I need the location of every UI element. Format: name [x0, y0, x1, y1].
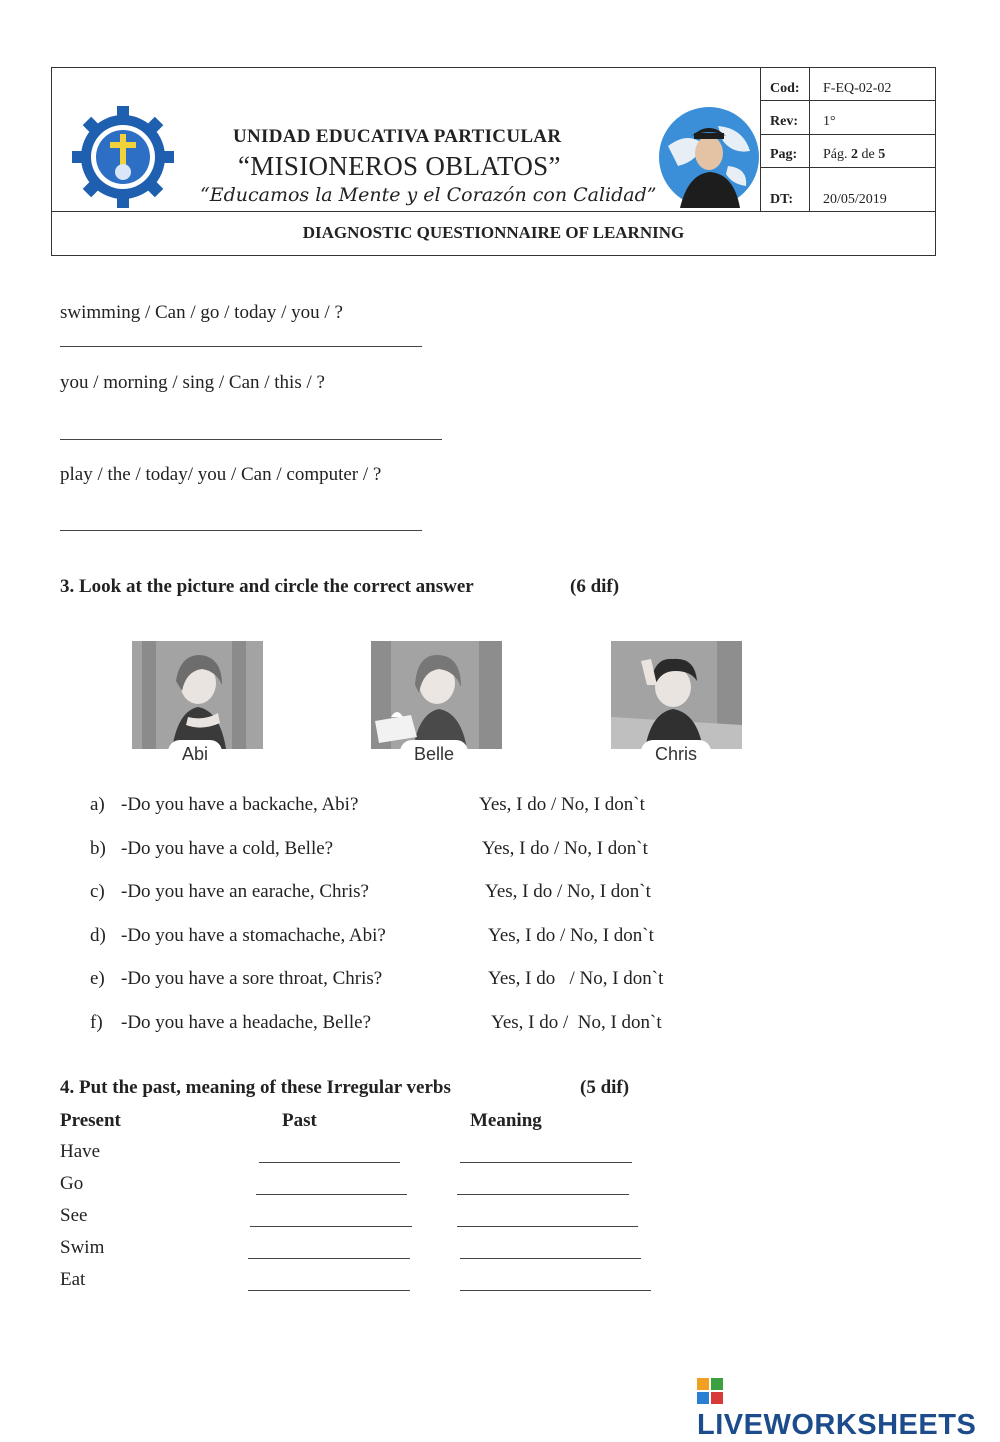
- meaning-line-eat[interactable]: [460, 1290, 651, 1291]
- picture-belle: [371, 641, 502, 749]
- verb-go: Go: [60, 1173, 84, 1194]
- picture-label-belle: Belle: [400, 740, 468, 766]
- meaning-line-have[interactable]: [460, 1162, 632, 1163]
- rev-value: 1°: [823, 114, 836, 129]
- question-d-label: d): [90, 925, 106, 946]
- founder-portrait: [658, 106, 760, 208]
- question-b-label: b): [90, 838, 106, 859]
- picture-label-chris: Chris: [641, 740, 711, 766]
- column-header-present: Present: [60, 1110, 121, 1131]
- answer-line-2[interactable]: [60, 439, 442, 440]
- meta-row-line-3: [760, 167, 936, 168]
- question-b-answer-options[interactable]: Yes, I do / No, I don`t: [482, 838, 648, 859]
- verb-have: Have: [60, 1141, 101, 1162]
- question-c-answer-options[interactable]: Yes, I do / No, I don`t: [485, 881, 651, 902]
- meta-divider-mid: [809, 68, 810, 211]
- pag-value: [823, 147, 885, 163]
- verb-eat: Eat: [60, 1269, 86, 1290]
- meta-divider-left: [760, 68, 761, 211]
- verb-see: See: [60, 1205, 88, 1226]
- question-a-label: a): [90, 794, 105, 815]
- question-c-text: -Do you have an earache, Chris?: [121, 881, 369, 902]
- column-header-past: Past: [282, 1110, 317, 1131]
- liveworksheets-logo[interactable]: [697, 1376, 1000, 1442]
- question-c-label: c): [90, 881, 105, 902]
- column-header-meaning: Meaning: [470, 1110, 542, 1131]
- question-f-text: -Do you have a headache, Belle?: [121, 1012, 372, 1033]
- question-e-answer-options[interactable]: Yes, I do / No, I don`t: [488, 968, 664, 989]
- pag-label: Pag:: [770, 147, 798, 162]
- scrambled-sentence-3: play / the / today/ you / Can / computer / ?: [60, 464, 382, 485]
- question-e-text: -Do you have a sore throat, Chris?: [121, 968, 383, 989]
- section-4-title: 4. Put the past, meaning of these Irregular verbs: [60, 1077, 451, 1098]
- past-line-eat[interactable]: [248, 1290, 410, 1291]
- pag-total: 5: [878, 147, 886, 162]
- globe-portrait-icon: [658, 106, 760, 208]
- question-b-text: -Do you have a cold, Belle?: [121, 838, 334, 859]
- liveworksheets-brand-text: LIVEWORKSHEETS: [697, 1409, 977, 1441]
- girl-backache-icon: [132, 641, 263, 749]
- liveworksheets-mark-icon: [697, 1378, 723, 1404]
- gear-emblem-icon: [72, 106, 174, 208]
- cod-label: Cod:: [770, 81, 800, 96]
- boy-earache-icon: [611, 641, 742, 749]
- picture-label-abi: Abi: [168, 740, 222, 766]
- question-a-text: -Do you have a backache, Abi?: [121, 794, 359, 815]
- meta-row-line-1: [760, 100, 936, 101]
- question-d-answer-options[interactable]: Yes, I do / No, I don`t: [488, 925, 654, 946]
- scrambled-sentence-1: swimming / Can / go / today / you / ?: [60, 302, 343, 323]
- picture-abi: [132, 641, 263, 749]
- question-e-label: e): [90, 968, 105, 989]
- pag-current: 2: [851, 147, 858, 162]
- cod-value: F-EQ-02-02: [823, 81, 892, 96]
- school-name: UNIDAD EDUCATIVA PARTICULAR: [233, 126, 562, 147]
- past-line-go[interactable]: [256, 1194, 407, 1195]
- past-line-swim[interactable]: [248, 1258, 410, 1259]
- verb-swim: Swim: [60, 1237, 105, 1258]
- pag-of: de: [861, 147, 875, 162]
- dt-label: DT:: [770, 192, 794, 207]
- girl-cold-icon: [371, 641, 502, 749]
- question-a-answer-options[interactable]: Yes, I do / No, I don`t: [479, 794, 645, 815]
- meaning-line-swim[interactable]: [460, 1258, 641, 1259]
- past-line-see[interactable]: [250, 1226, 412, 1227]
- question-f-label: f): [90, 1012, 103, 1033]
- section-3-points: (6 dif): [570, 576, 620, 597]
- answer-line-3[interactable]: [60, 530, 422, 531]
- meaning-line-go[interactable]: [457, 1194, 629, 1195]
- question-f-answer-options[interactable]: Yes, I do / No, I don`t: [491, 1012, 662, 1033]
- dt-value: 20/05/2019: [823, 192, 887, 207]
- rev-label: Rev:: [770, 114, 798, 129]
- past-line-have[interactable]: [259, 1162, 400, 1163]
- document-title: DIAGNOSTIC QUESTIONNAIRE OF LEARNING: [302, 223, 685, 242]
- school-title: “MISIONEROS OBLATOS”: [238, 151, 561, 181]
- meta-row-line-2: [760, 134, 936, 135]
- section-3-title: 3. Look at the picture and circle the correct answer: [60, 576, 474, 597]
- section-4-points: (5 dif): [580, 1077, 630, 1098]
- picture-chris: [611, 641, 742, 749]
- meaning-line-see[interactable]: [457, 1226, 638, 1227]
- question-d-text: -Do you have a stomachache, Abi?: [121, 925, 386, 946]
- scrambled-sentence-2: you / morning / sing / Can / this / ?: [60, 372, 325, 393]
- header-title-divider: [52, 211, 936, 212]
- school-motto: “Educamos la Mente y el Corazón con Calidad”: [200, 184, 657, 206]
- school-logo: [72, 106, 174, 208]
- answer-line-1[interactable]: [60, 346, 422, 347]
- pag-prefix: Pág.: [823, 147, 848, 162]
